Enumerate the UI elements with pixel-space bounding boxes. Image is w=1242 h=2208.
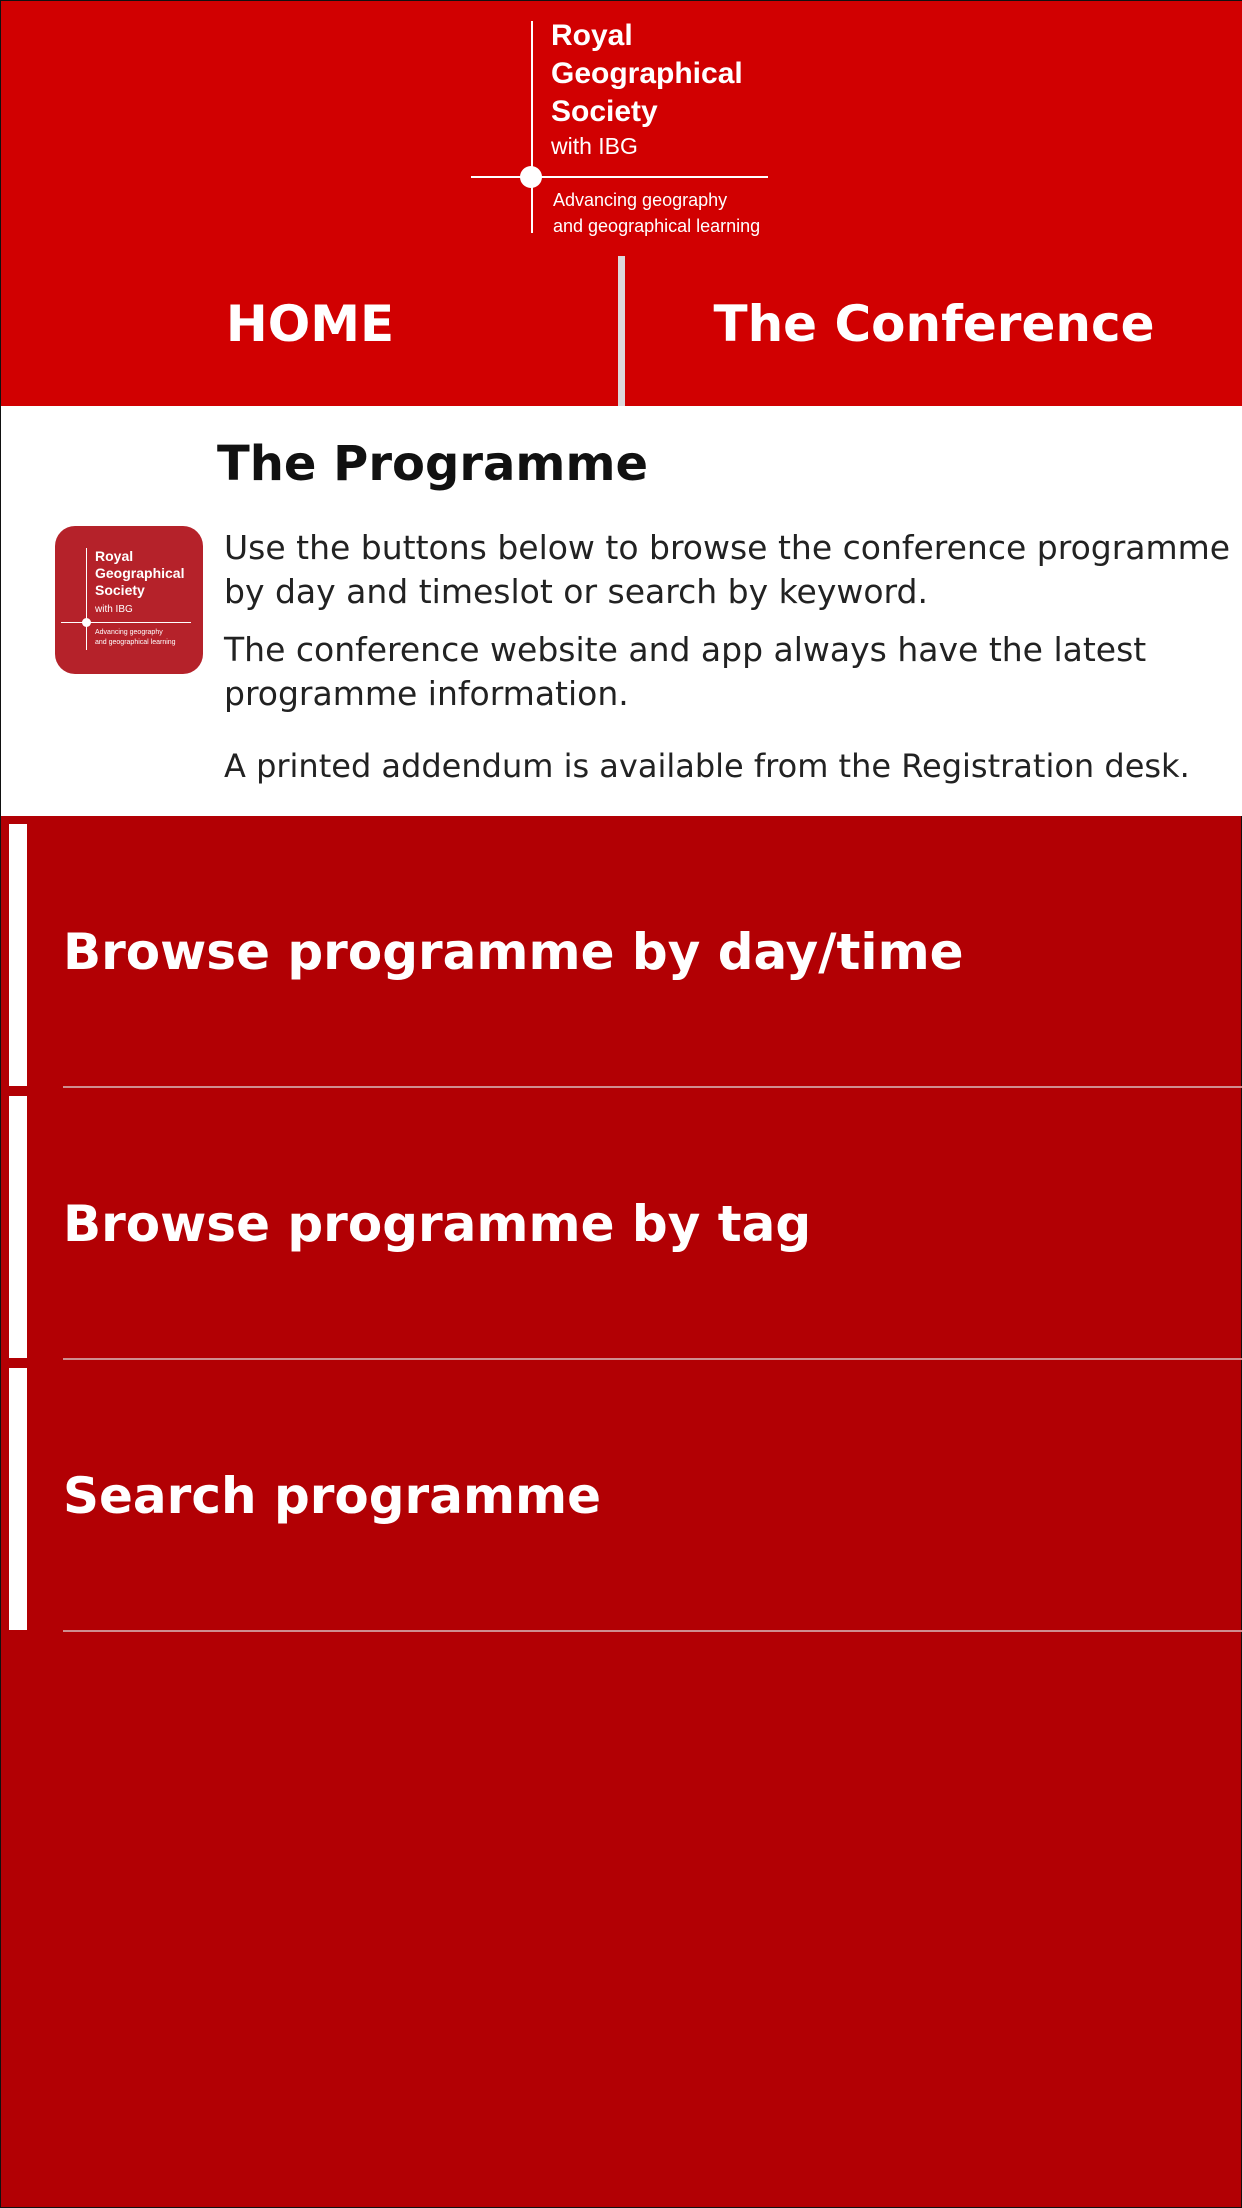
logo-horizontal-line <box>471 176 768 178</box>
menu-item-label: Search programme <box>63 1467 602 1525</box>
logo-with-ibg: with IBG <box>551 133 638 159</box>
logo-vertical-line <box>531 21 533 233</box>
logo-name <box>551 17 743 131</box>
browse-by-day-time-button[interactable] <box>1 816 1242 1088</box>
icon-dot <box>82 618 91 627</box>
logo-name-line2: Geographical <box>551 57 743 90</box>
icon-tagline-line1: Advancing geography <box>95 629 163 636</box>
browse-by-tag-button[interactable] <box>1 1088 1242 1360</box>
menu-item-accent <box>9 1368 27 1630</box>
conference-button[interactable]: The Conference <box>713 295 1155 353</box>
icon-horizontal-line <box>61 622 191 623</box>
icon-with-ibg: with IBG <box>95 604 133 615</box>
search-programme-button[interactable] <box>1 1360 1242 1632</box>
icon-name-line3: Society <box>95 582 145 598</box>
icon-tagline-line2: and geographical learning <box>95 639 176 646</box>
logo-dot <box>520 166 542 188</box>
rgs-app-icon <box>55 526 203 674</box>
menu-item-separator <box>63 1630 1242 1632</box>
nav-divider <box>618 256 625 406</box>
home-button[interactable]: HOME <box>225 295 395 353</box>
programme-info-panel <box>1 406 1242 816</box>
programme-menu <box>1 816 1242 1632</box>
header <box>1 1 1242 406</box>
logo-tagline-line2: and geographical learning <box>553 216 761 236</box>
info-paragraph-website: The conference website and app always have the latest programme information. <box>224 630 1147 713</box>
menu-item-accent <box>9 824 27 1086</box>
menu-item-label: Browse programme by day/time <box>63 923 964 981</box>
icon-name-line2: Geographical <box>95 565 185 581</box>
icon-name <box>95 548 184 599</box>
menu-item-accent <box>9 1096 27 1358</box>
icon-vertical-line <box>86 548 87 650</box>
icon-name-line1: Royal <box>95 548 134 564</box>
info-paragraph-addendum: A printed addendum is available from the Registration desk. <box>224 747 1190 785</box>
info-paragraph-browse: Use the buttons below to browse the conference programme by day and timeslot or search by keyword. <box>224 528 1231 611</box>
logo-tagline <box>553 187 760 239</box>
logo-name-line3: Society <box>551 95 658 128</box>
icon-tagline <box>95 628 176 648</box>
logo-tagline-line1: Advancing geography <box>553 190 728 210</box>
page-title: The Programme <box>217 436 649 492</box>
logo-name-line1: Royal <box>551 19 633 52</box>
rgs-logo <box>471 1 781 241</box>
menu-item-label: Browse programme by tag <box>63 1195 812 1253</box>
